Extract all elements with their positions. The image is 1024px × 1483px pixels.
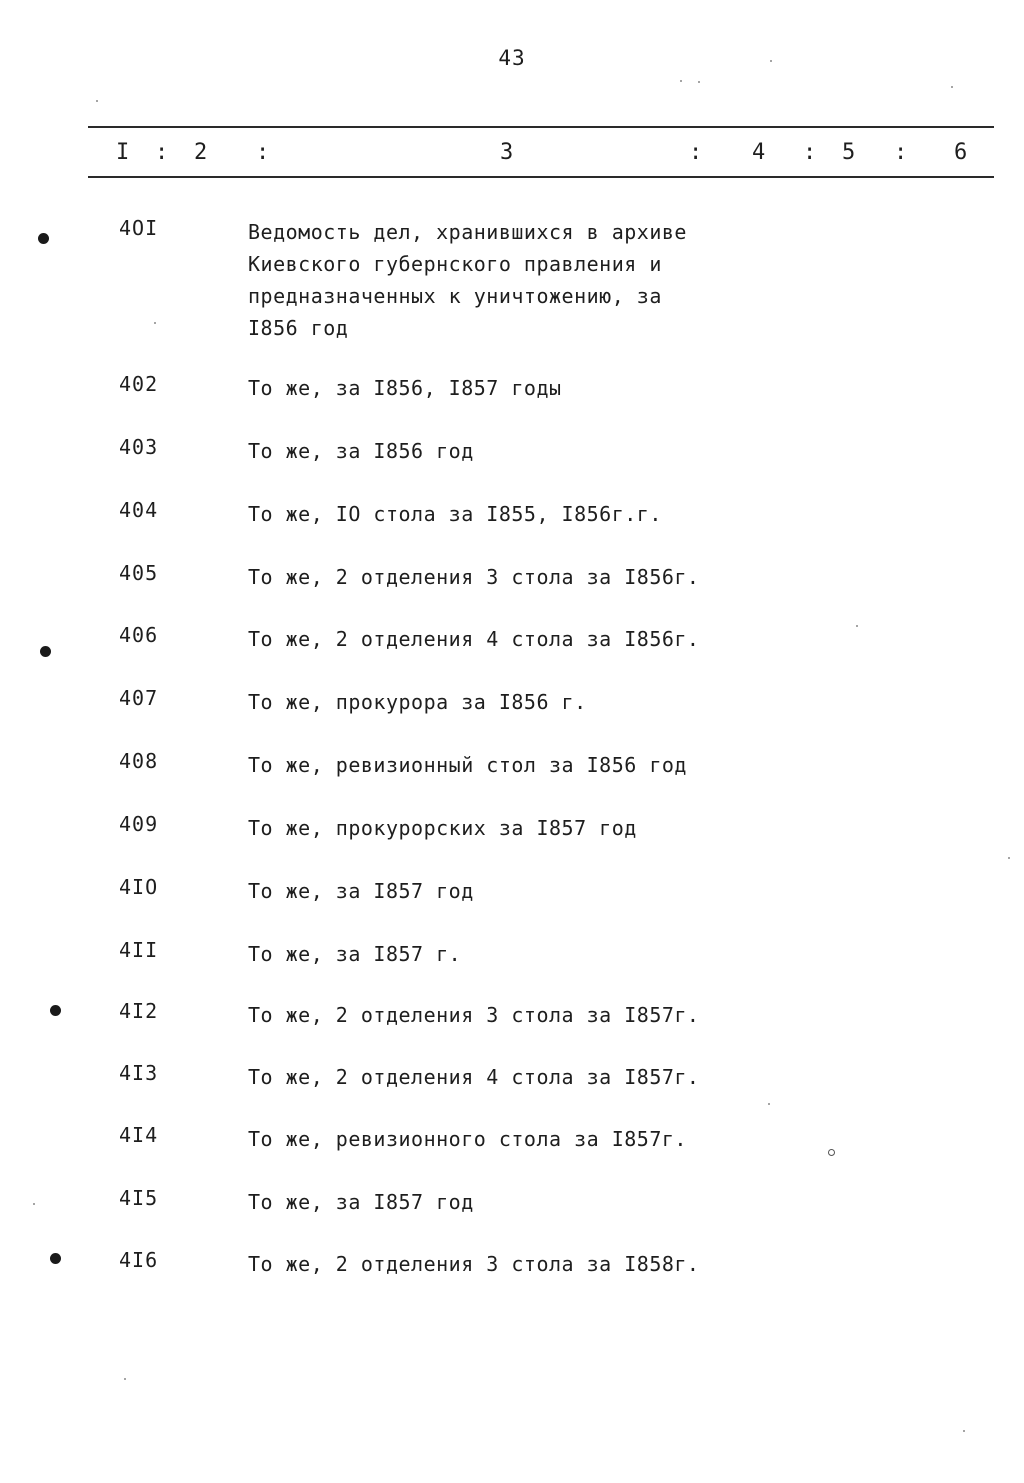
entry-description: То же, 2 отделения 4 стола за I857г. — [248, 1065, 700, 1089]
entry-number: 4I4 — [119, 1123, 159, 1147]
column-header-3: 3 — [500, 140, 514, 165]
entry-description: То же, прокурорских за I857 год — [248, 816, 637, 840]
entry-number: 4OI — [119, 216, 159, 240]
header-top-rule — [88, 126, 994, 128]
column-header-row — [0, 140, 1024, 170]
entry-number: 404 — [119, 498, 159, 522]
entry-description: То же, за I857 год — [248, 1190, 474, 1214]
entry-description: То же, IO стола за I855, I856г.г. — [248, 502, 662, 526]
scan-speck — [770, 60, 772, 62]
entry-number: 4I3 — [119, 1061, 159, 1085]
entry-number: 4II — [119, 938, 159, 962]
column-separator: : — [689, 140, 703, 165]
column-separator: : — [894, 140, 908, 165]
entry-number: 4I6 — [119, 1248, 159, 1272]
entry-description: Ведомость дел, хранившихся в архиве Киевского губернского правления и предназначенных к уничтожению, за I856 год — [248, 220, 687, 340]
entry-description: То же, 2 отделения 3 стола за I857г. — [248, 1003, 700, 1027]
column-header-4: 4 — [752, 140, 766, 165]
page-number: 43 — [498, 46, 526, 70]
entry-number: 407 — [119, 686, 159, 710]
entry-description: То же, ревизионный стол за I856 год — [248, 753, 687, 777]
entry-description: То же, ревизионного стола за I857г. — [248, 1127, 687, 1151]
scan-speck — [124, 1378, 126, 1380]
scan-speck — [33, 1203, 35, 1205]
column-header-5: 5 — [842, 140, 856, 165]
scan-speck — [96, 100, 98, 102]
punch-hole — [40, 646, 51, 657]
scan-speck — [154, 322, 156, 324]
entry-number: 405 — [119, 561, 159, 585]
scan-speck — [680, 80, 682, 82]
entry-number: 406 — [119, 623, 159, 647]
entry-description: То же, 2 отделения 4 стола за I856г. — [248, 627, 700, 651]
entry-description: То же, 2 отделения 3 стола за I858г. — [248, 1252, 700, 1276]
entry-description: То же, 2 отделения 3 стола за I856г. — [248, 565, 700, 589]
column-separator: : — [256, 140, 270, 165]
column-header-1: I — [116, 140, 130, 165]
entry-number: 402 — [119, 372, 159, 396]
punch-hole — [50, 1253, 61, 1264]
column-separator: : — [803, 140, 817, 165]
punch-hole — [50, 1005, 61, 1016]
scan-speck — [1008, 857, 1010, 859]
header-bottom-rule — [88, 176, 994, 178]
entry-number: 409 — [119, 812, 159, 836]
scan-speck — [963, 1430, 965, 1432]
entry-number: 408 — [119, 749, 159, 773]
scan-speck — [768, 1103, 770, 1105]
scan-speck — [951, 86, 953, 88]
punch-hole — [38, 233, 49, 244]
entry-description: То же, за I856 год — [248, 439, 474, 463]
entry-description: То же, за I857 г. — [248, 942, 462, 966]
scan-speck — [698, 81, 700, 83]
entry-number: 4I2 — [119, 999, 159, 1023]
entry-description: То же, прокурора за I856 г. — [248, 690, 587, 714]
column-header-2: 2 — [194, 140, 208, 165]
entry-number: 4IO — [119, 875, 159, 899]
column-separator: : — [155, 140, 169, 165]
column-header-6: 6 — [954, 140, 968, 165]
entry-number: 4I5 — [119, 1186, 159, 1210]
scan-mark — [828, 1149, 835, 1156]
entry-description: То же, за I857 год — [248, 879, 474, 903]
entry-number: 403 — [119, 435, 159, 459]
scan-speck — [856, 625, 858, 627]
entry-description: То же, за I856, I857 годы — [248, 376, 562, 400]
